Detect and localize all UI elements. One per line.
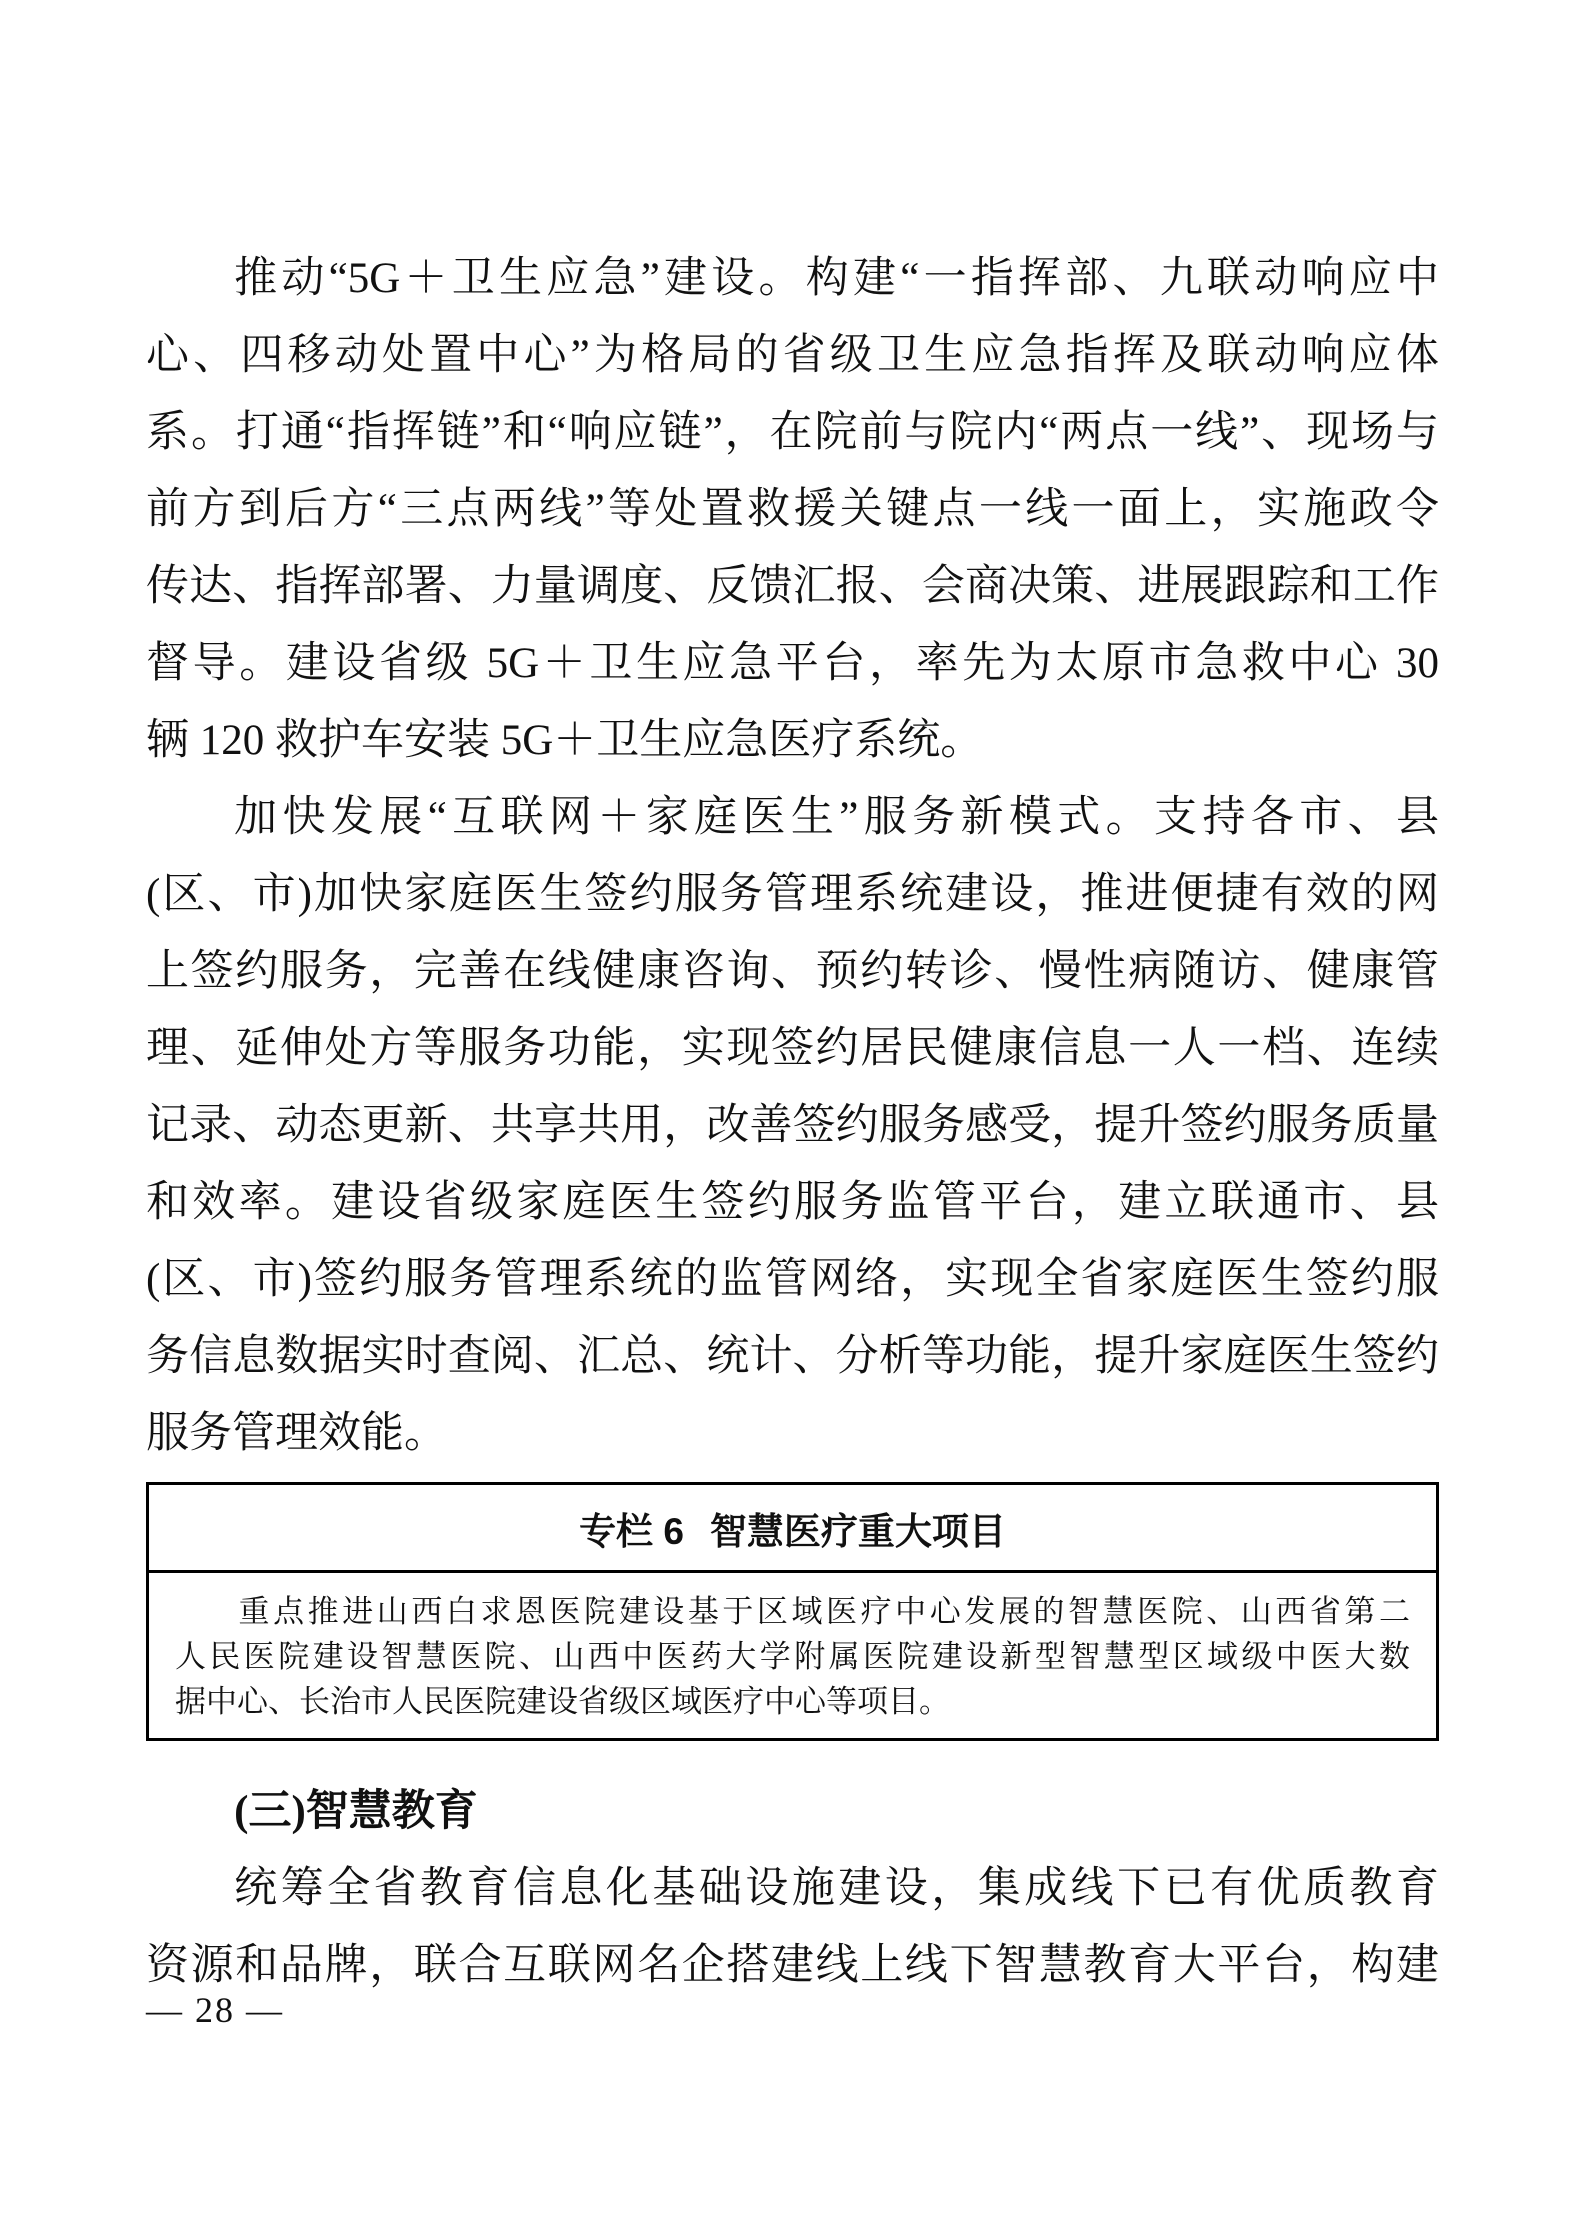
text-line: 务信息数据实时查阅、汇总、统计、分析等功能，提升家庭医生签约 [146,1333,1439,1380]
footer-page-number: — 28 — [146,1990,284,2030]
box-header [149,1485,1436,1573]
text-line: 心、四移动处置中心”为格局的省级卫生应急指挥及联动响应体 [146,332,1439,379]
text-line: 理、延伸处方等服务功能，实现签约居民健康信息一人一档、连续 [146,1025,1439,1072]
text-line: 据中心、长治市人民医院建设省级区域医疗中心等项目。 [175,1684,950,1719]
text-line: 加快发展“互联网＋家庭医生”服务新模式。支持各市、县 [234,794,1439,841]
paragraph-5g-emergency [146,240,1439,779]
text-line: 督导。建设省级 5G＋卫生应急平台，率先为太原市急救中心 30 [146,640,1439,687]
text-line: 传达、指挥部署、力量调度、反馈汇报、会商决策、进展跟踪和工作 [146,563,1439,610]
section-heading-smart-education: (三)智慧教育 [234,1788,478,1835]
text-line: 资源和品牌，联合互联网名企搭建线上线下智慧教育大平台，构建 [146,1942,1439,1989]
text-line: 统筹全省教育信息化基础设施建设，集成线下已有优质教育 [234,1865,1439,1912]
text-line: 前方到后方“三点两线”等处置救援关键点一线一面上，实施政令 [146,486,1439,533]
text-line: 重点推进山西白求恩医院建设基于区域医疗中心发展的智慧医院、山西省第二 [238,1594,1410,1629]
text-line: 辆 120 救护车安装 5G＋卫生应急医疗系统。 [146,717,984,764]
text-line: 服务管理效能。 [146,1410,447,1457]
box-body [149,1573,1436,1738]
text-line: 上签约服务，完善在线健康咨询、预约转诊、慢性病随访、健康管 [146,948,1439,995]
text-line: (区、市)签约服务管理系统的监管网络，实现全省家庭医生签约服 [146,1256,1439,1303]
text-line: 人民医院建设智慧医院、山西中医药大学附属医院建设新型智慧型区域级中医大数 [175,1639,1410,1674]
text-line: 和效率。建设省级家庭医生签约服务监管平台，建立联通市、县 [146,1179,1439,1226]
paragraph-smart-education [146,1850,1439,2004]
paragraph-family-doctor [146,779,1439,1472]
column-box-smart-medical [146,1482,1439,1741]
page-content [146,240,1439,2004]
text-line: 系。打通“指挥链”和“响应链”，在院前与院内“两点一线”、现场与 [146,409,1439,456]
text-line: (区、市)加快家庭医生签约服务管理系统建设，推进便捷有效的网 [146,871,1439,918]
text-line: 记录、动态更新、共享共用，改善签约服务感受，提升签约服务质量 [146,1102,1439,1149]
box-label: 专栏 6 [579,1510,684,1552]
text-line: 推动“5G＋卫生应急”建设。构建“一指挥部、九联动响应中 [234,255,1439,302]
box-title: 智慧医疗重大项目 [709,1510,1006,1552]
